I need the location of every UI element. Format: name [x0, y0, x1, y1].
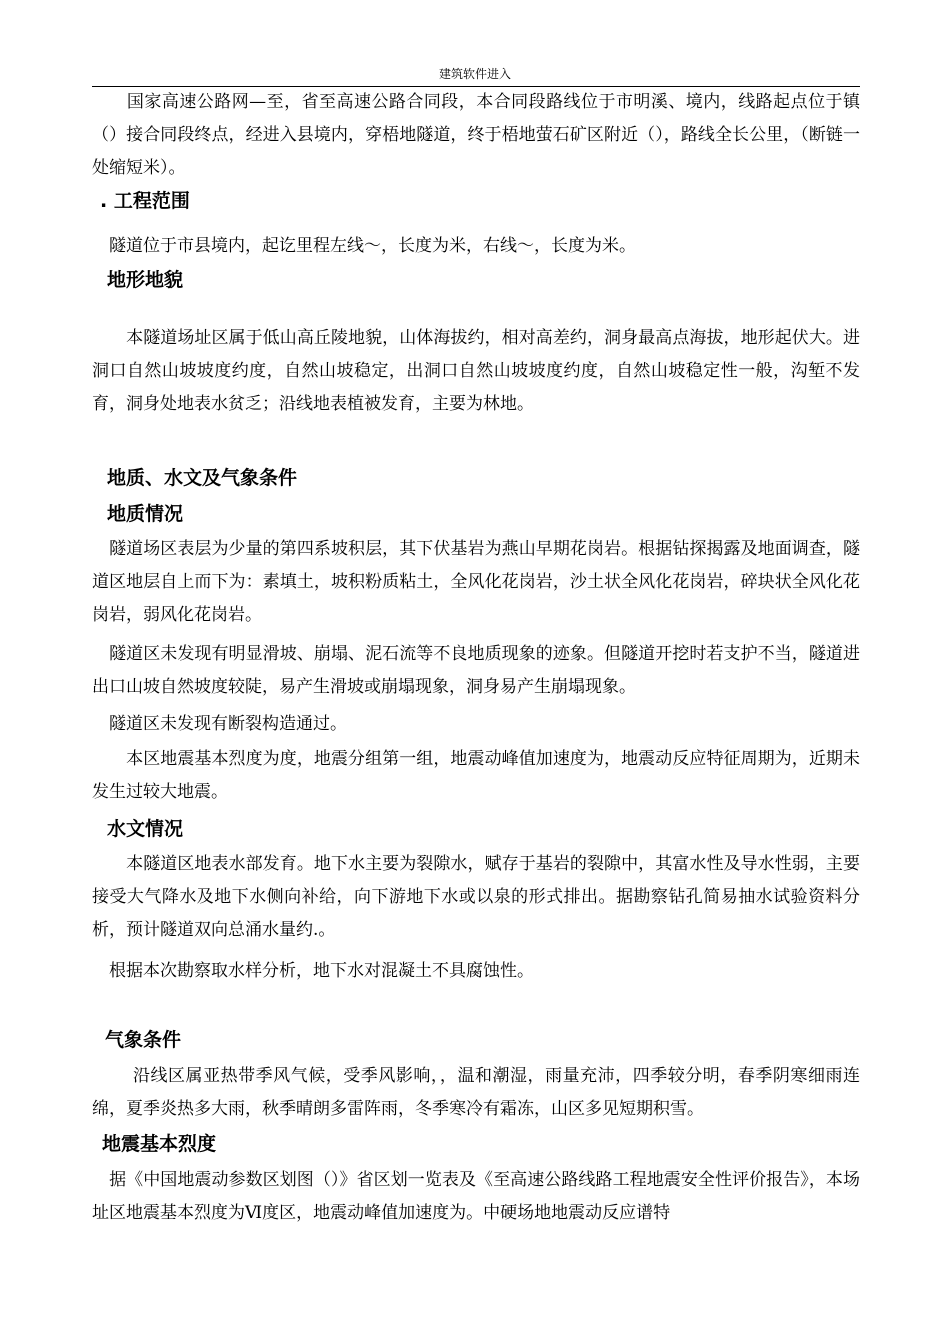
geology-paragraph-2: 隧道区未发现有明显滑坡、崩塌、泥石流等不良地质现象的迹象。但隧道开挖时若支护不当，隧道进出口山坡自然坡度较陡，易产生滑坡或崩塌现象，洞身易产生崩塌现象。 [92, 644, 860, 697]
seismic-paragraph: 据《中国地震动参数区划图（）》省区划一览表及《至高速公路线路工程地震安全性评价报告》，本场址区地震基本烈度为Ⅵ度区，地震动峰值加速度为。中硬场地地震动反应谱特 [92, 1170, 860, 1223]
heading-climate: 气象条件 [105, 1029, 182, 1051]
scope-paragraph: 隧道位于市县境内，起讫里程左线～，长度为米，右线～，长度为米。 [92, 236, 636, 256]
geology-paragraph-3: 隧道区未发现有断裂构造通过。 [92, 714, 347, 734]
terrain-paragraph: 本隧道场址区属于低山高丘陵地貌，山体海拔约，相对高差约，洞身最高点海拔，地形起伏大。进洞口自然山坡坡度约度，自然山坡稳定，出洞口自然山坡坡度约度，自然山坡稳定性一般，沟堑不发育，洞身处地表水贫乏；沿线地表植被发育，主要为林地。 [92, 328, 860, 414]
intro-paragraph: 国家高速公路网—至，省至高速公路合同段，本合同段路线位于市明溪、境内，线路起点位于镇（）接合同段终点，经进入县境内，穿梧地隧道，终于梧地萤石矿区附近（），路线全长公里，（断链一处缩短米）。 [92, 92, 860, 178]
heading-seismic: 地震基本烈度 [102, 1133, 217, 1155]
climate-paragraph: 沿线区属亚热带季风气候，受季风影响，，温和潮湿，雨量充沛，四季较分明，春季阴寒细雨连绵，夏季炎热多大雨，秋季晴朗多雷阵雨，冬季寒冷有霜冻，山区多见短期积雪。 [92, 1066, 860, 1119]
page-header: 建筑软件进入 [438, 67, 511, 81]
heading-conditions: 地质、水文及气象条件 [107, 467, 298, 489]
hydrology-paragraph-1: 本隧道区地表水部发育。地下水主要为裂隙水，赋存于基岩的裂隙中，其富水性及导水性弱，主要接受大气降水及地下水侧向补给，向下游地下水或以泉的形式排出。据勘察钻孔简易抽水试验资料分析，预计隧道双向总涌水量约.。 [92, 854, 860, 940]
heading-scope: . 工程范围 [100, 190, 190, 212]
heading-hydrology: 水文情况 [107, 818, 184, 840]
hydrology-paragraph-2: 根据本次勘察取水样分析，地下水对混凝土不具腐蚀性。 [92, 961, 534, 981]
heading-geology: 地质情况 [107, 503, 184, 525]
geology-paragraph-4: 本区地震基本烈度为度，地震分组第一组，地震动峰值加速度为，地震动反应特征周期为，近期未发生过较大地震。 [92, 749, 860, 802]
heading-terrain: 地形地貌 [107, 269, 184, 291]
geology-paragraph-1: 隧道场区表层为少量的第四系坡积层，其下伏基岩为燕山早期花岗岩。根据钻探揭露及地面调查，隧道区地层自上而下为：素填土，坡积粉质粘土，全风化花岗岩，沙土状全风化花岗岩，碎块状全风化花岗岩，弱风化花岗岩。 [92, 539, 860, 625]
